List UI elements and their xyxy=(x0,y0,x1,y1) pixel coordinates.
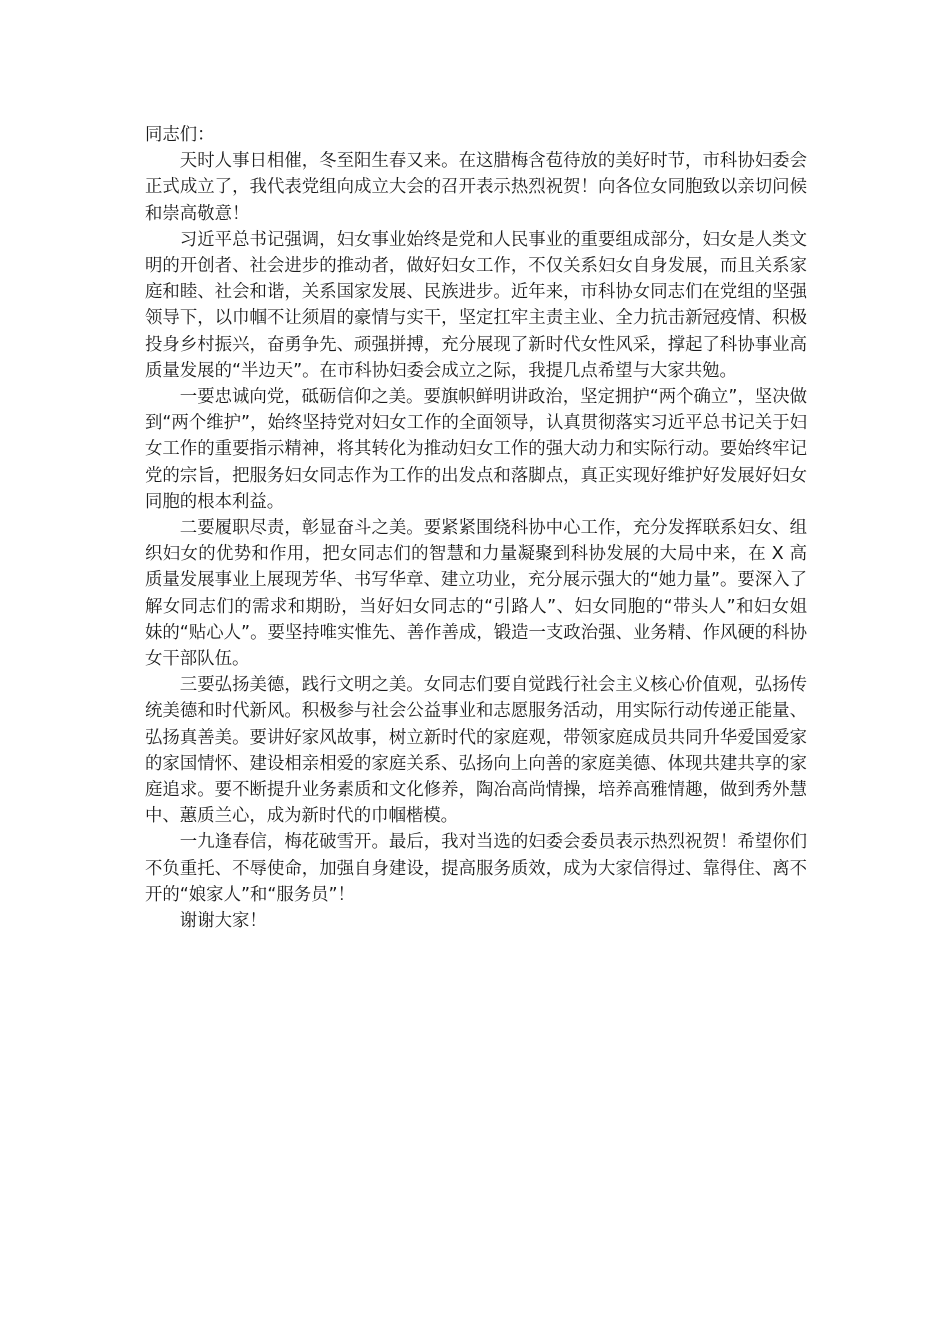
paragraph-point-two: 二要履职尽责，彰显奋斗之美。要紧紧围绕科协中心工作，充分发挥联系妇女、组织妇女的优势和作用，把女同志们的智慧和力量凝聚到科协发展的大局中来，在 X 高质量发展事业上展现芳华、书写华章、建立功业，充分展示强大的“她力量”。要深入了解女同志们的需求和期盼，当好妇女同志的“引路人”、妇女同胞的“带头人”和妇女姐妹的“贴心人”。要坚持唯实惟先、善作善成，锻造一支政治强、业务精、作风硬的科协女干部队伍。 xyxy=(145,518,807,670)
speech-body xyxy=(145,122,807,934)
salutation: 同志们： xyxy=(145,125,215,145)
paragraph-thanks: 谢谢大家！ xyxy=(179,911,267,932)
paragraph-opening: 天时人事日相催，冬至阳生春又来。在这腊梅含苞待放的美好时节，市科协妇委会正式成立了，我代表党组向成立大会的召开表示热烈祝贺！向各位女同胞致以亲切问候和崇高敬意！ xyxy=(145,151,807,224)
paragraph-background: 习近平总书记强调，妇女事业始终是党和人民事业的重要组成部分，妇女是人类文明的开创者、社会进步的推动者，做好妇女工作，不仅关系妇女自身发展，而且关系家庭和睦、社会和谐，关系国家发展、民族进步。近年来，市科协女同志们在党组的坚强领导下，以巾帼不让须眉的豪情与实干，坚定扛牢主责主业、全力抗击新冠疫情、积极投身乡村振兴，奋勇争先、顽强拼搏，充分展现了新时代女性风采，撑起了科协事业高质量发展的“半边天”。在市科协妇委会成立之际，我提几点希望与大家共勉。 xyxy=(145,229,807,381)
paragraph-point-three: 三要弘扬美德，践行文明之美。女同志们要自觉践行社会主义核心价值观，弘扬传统美德和时代新风。积极参与社会公益事业和志愿服务活动，用实际行动传递正能量、弘扬真善美。要讲好家风故事，树立新时代的家庭观，带领家庭成员共同升华爱国爱家的家国情怀、建设相亲相爱的家庭关系、弘扬向上向善的家庭美德、体现共建共享的家庭追求。要不断提升业务素质和文化修养，陶冶高尚情操，培养高雅情趣，做到秀外慧中、蕙质兰心，成为新时代的巾帼楷模。 xyxy=(145,675,807,827)
paragraph-closing: 一九逢春信，梅花破雪开。最后，我对当选的妇委会委员表示热烈祝贺！希望你们不负重托、不辱使命，加强自身建设，提高服务质效，成为大家信得过、靠得住、离不开的“娘家人”和“服务员”！ xyxy=(145,832,807,905)
paragraph-point-one: 一要忠诚向党，砥砺信仰之美。要旗帜鲜明讲政治，坚定拥护“两个确立”，坚决做到“两个维护”，始终坚持党对妇女工作的全面领导，认真贯彻落实习近平总书记关于妇女工作的重要指示精神，将其转化为推动妇女工作的强大动力和实际行动。要始终牢记党的宗旨，把服务妇女同志作为工作的出发点和落脚点，真正实现好维护好发展好妇女同胞的根本利益。 xyxy=(145,387,807,512)
